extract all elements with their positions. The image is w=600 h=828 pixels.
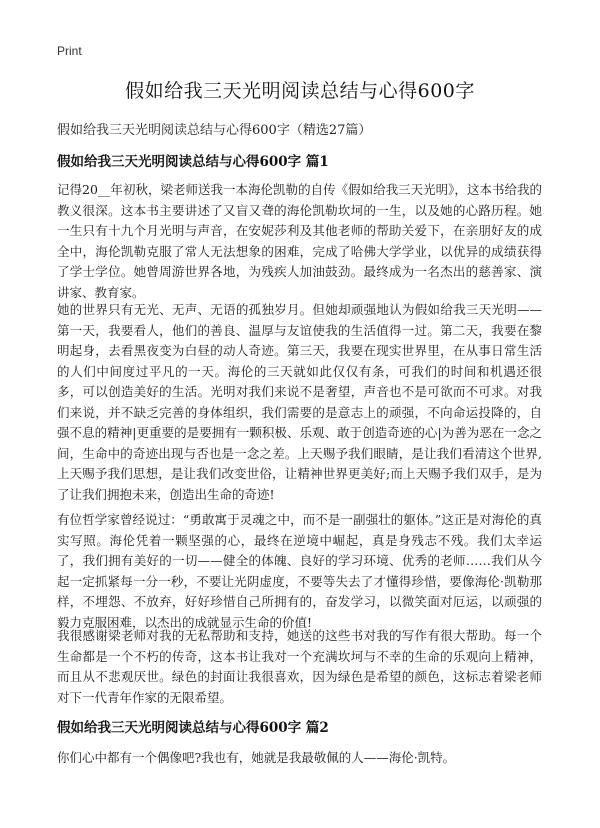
paragraph: 她的世界只有无光、无声、无语的孤独岁月。但她却顽强地认为假如给我三天光明——第一天，我要看人，他们的善良、温厚与友谊使我的生活值得一过。第二天，我要在黎明起身，去看黑夜变为白昼的动人奇迹。第三天，我要在现实世界里，在从事日常生活的人们中间度过平凡的一天。海伦的三天就如此仅仅有条，可我们的时间和机遇还很多，可以创造美好的生活。光明对我们来说不是奢望，声音也不是可欲而不可求。对我们来说，并不缺乏完善的身体组织，我们需要的是意志上的顽强，不向命运投降的，自强不息的精神|更重要的是要拥有一颗积极、乐观、敢于创造奇迹的心|为善为恶在一念之间，生命中的奇迹出现与否也是一念之差。上天赐予我们眼睛，是让我们看清这个世界,上天赐予我们思想，是让我们改变世俗，让精神世界更美好;而上天赐予我们双手，是为了让我们拥抱未来，创造出生命的奇迹! (57, 302, 542, 502)
paragraph: 记得20__年初秋，梁老师送我一本海伦凯勒的自传《假如给我三天光明》，这本书给我的教义很深。这本书主要讲述了又盲又聋的海伦凯勒坎坷的一生，以及她的心路历程。她一生只有十九个月光明与声音，在安妮莎利及其他老师的帮助关爱下，在亲朋好友的成全中，海伦凯勒克服了常人无法想象的困难，完成了哈佛大学学业，以优异的成绩获得了学士学位。她曾周游世界各地，为残疾人加油鼓劲。最终成为一名杰出的慈善家、演讲家、教育家。 (57, 182, 542, 300)
page-title: 假如给我三天光明阅读总结与心得600字 (125, 80, 475, 102)
document-subtitle: 假如给我三天光明阅读总结与心得600字（精选27篇） (57, 123, 372, 138)
section-heading-2: 假如给我三天光明阅读总结与心得600字 篇2 (57, 720, 329, 736)
section-heading-1: 假如给我三天光明阅读总结与心得600字 篇1 (57, 154, 329, 170)
paragraph: 有位哲学家曾经说过：“勇敢寓于灵魂之中，而不是一副强壮的躯体。”这正是对海伦的真实写照。海伦凭着一颗坚强的心，最终在逆境中崛起，真是身残志不残。我们太幸运了，我们拥有美好的一切——健全的体魄、良好的学习环境、优秀的老师……我们从今起一定抓紧每一分一秒，不要让光阴虚度，不要等失去了才懂得珍惜，要像海伦·凯勒那样，不埋怨、不放弃，好好珍惜自己所拥有的，奋发学习，以微笑面对厄运，以顽强的毅力克服困难，以杰出的成就显示生命的价值! (57, 512, 542, 630)
paragraph: 你们心中都有一个偶像吧?我也有，她就是我最敬佩的人——海伦·凯特。 (57, 750, 456, 765)
print-link[interactable]: Print (57, 44, 82, 58)
paragraph: 我很感谢梁老师对我的无私帮助和支持，她送的这些书对我的写作有很大帮助。每一个生命都是一个不朽的传奇，这本书让我对一个充满坎坷与不幸的生命的乐观向上精神，而且从不悲观厌世。绿色的封面让我很喜欢，因为绿色是希望的颜色，这标志着梁老师对下一代青年作家的无限希望。 (57, 628, 542, 705)
